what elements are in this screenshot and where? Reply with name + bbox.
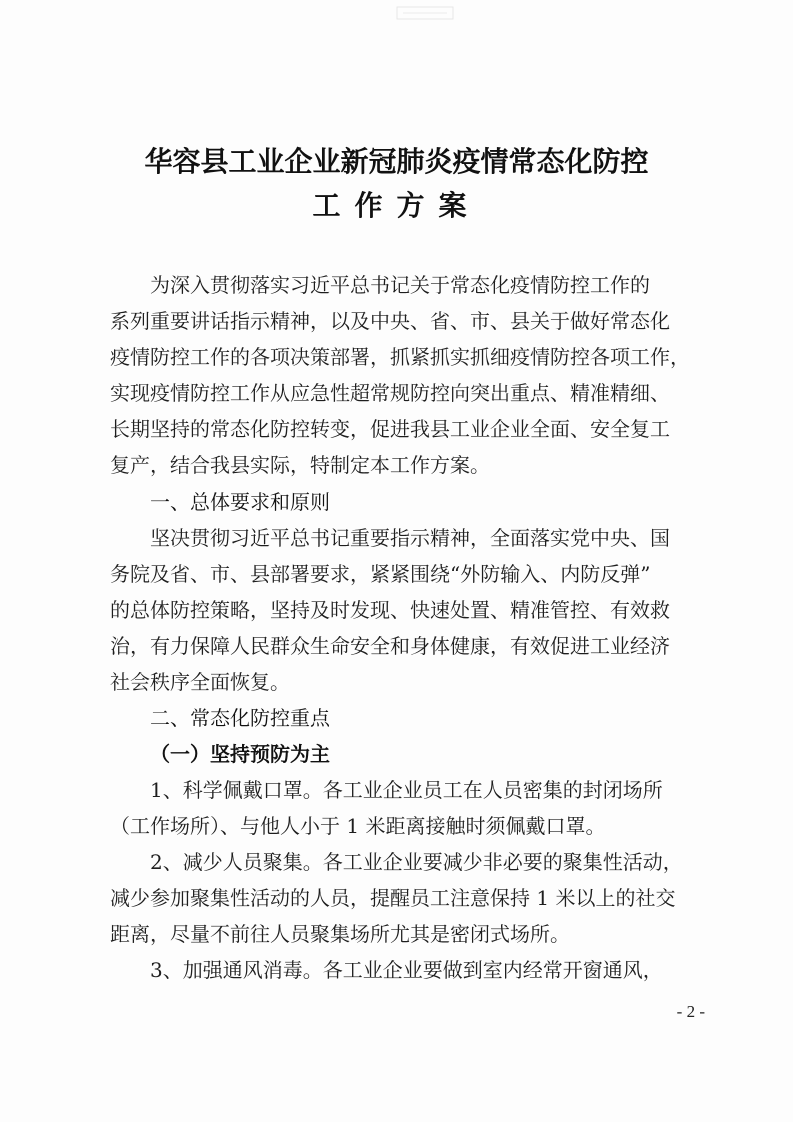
page-number: - 2 - [676,1002,705,1021]
item3-paragraph [110,952,694,988]
text-line: 为深入贯彻落实习近平总书记关于常态化疫情防控工作的 [150,273,650,297]
text-line: 长期坚持的常态化防控转变，促进我县工业企业全面、安全复工 [110,417,670,441]
text-line: 系列重要讲话指示精神，以及中央、省、市、县关于做好常态化 [110,309,670,333]
section2-heading: 二、常态化防控重点 [150,706,330,730]
text-line: 减少参加聚集性活动的人员，提醒员工注意保持 1 米以上的社交 [110,886,676,910]
section2-subheading: （一）坚持预防为主 [150,742,330,766]
text-line: 实现疫情防控工作从应急性超常规防控向突出重点、精准精细、 [110,381,670,405]
text-line: 1、科学佩戴口罩。各工业企业员工在人员密集的封闭场所 [150,778,663,802]
text-line: 务院及省、市、县部署要求，紧紧围绕“外防输入、内防反弹” [110,562,651,586]
text-line: 距离，尽量不前往人员聚集场所尤其是密闭式场所。 [110,922,570,946]
text-line: 坚决贯彻习近平总书记重要指示精神，全面落实党中央、国 [150,526,670,550]
text-line: 治，有力保障人民群众生命安全和身体健康，有效促进工业经济 [110,634,670,658]
item1-paragraph [110,772,694,844]
section1-paragraph [110,520,694,700]
text-line: 2、减少人员聚集。各工业企业要减少非必要的聚集性活动， [150,850,683,874]
text-line: 社会秩序全面恢复。 [110,670,290,694]
text-line: （工作场所）、与他人小于 1 米距离接触时须佩戴口罩。 [110,814,606,838]
document-title-line2: 工作方案 [312,189,481,222]
intro-paragraph [110,267,694,483]
text-line: 3、加强通风消毒。各工业企业要做到室内经常开窗通风， [150,958,663,982]
text-line: 的总体防控策略，坚持及时发现、快速处置、精准管控、有效救 [110,598,670,622]
section1-heading: 一、总体要求和原则 [150,490,330,514]
item2-paragraph [110,844,694,952]
text-line: 复产，结合我县实际，特制定本工作方案。 [110,453,490,477]
faded-stamp-mark [395,4,455,22]
document-title-line1: 华容县工业企业新冠肺炎疫情常态化防控 [144,145,649,178]
text-line: 疫情防控工作的各项决策部署，抓紧抓实抓细疫情防控各项工作， [110,345,690,369]
